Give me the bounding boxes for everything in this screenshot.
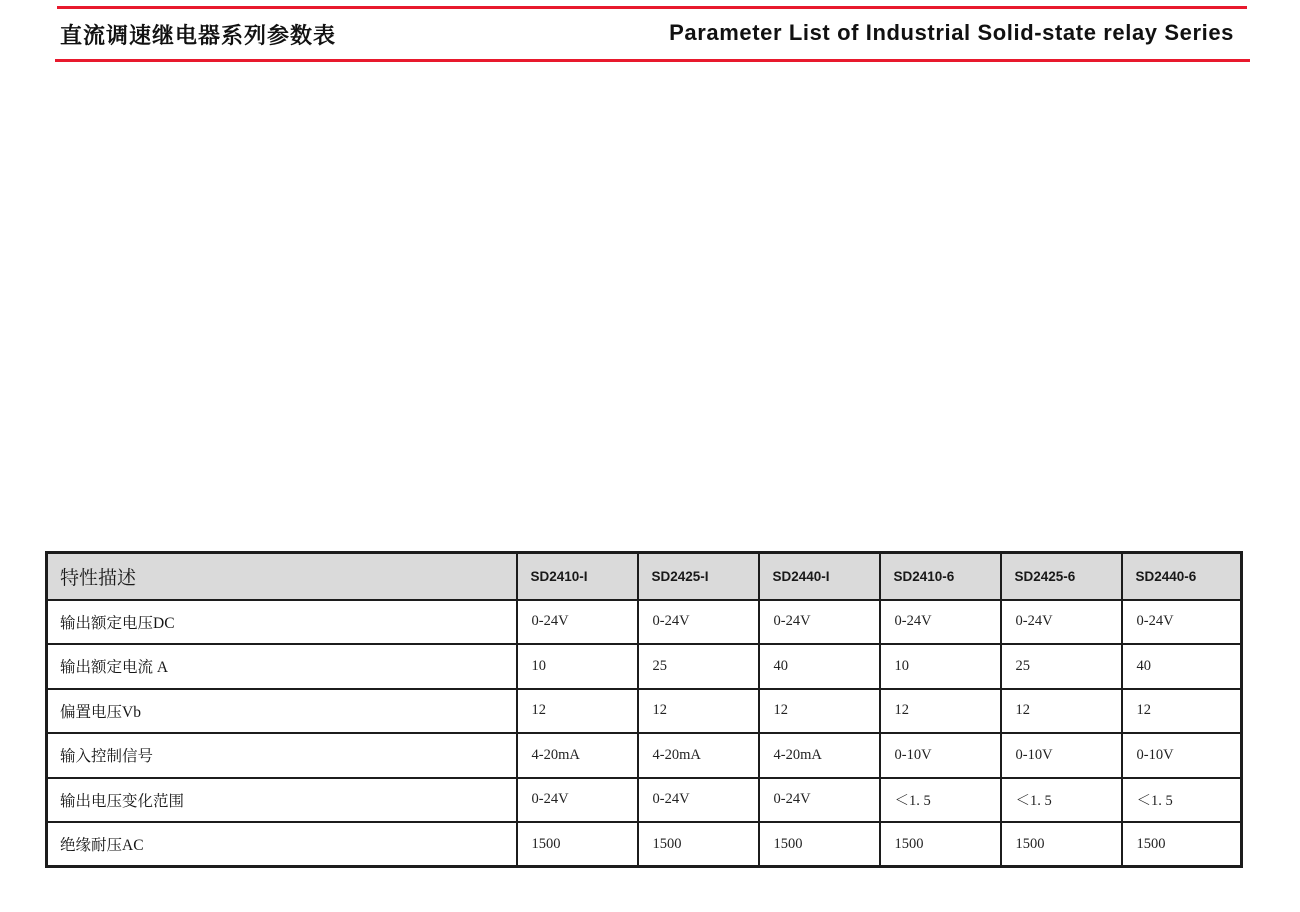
param-label-input-control-signal: 输入控制信号 — [47, 733, 517, 778]
param-value-cell: 12 — [638, 689, 759, 734]
param-value-cell: ＜1. 5 — [880, 778, 1001, 823]
param-value-cell: 0-24V — [517, 600, 638, 645]
param-value-cell: 4-20mA — [638, 733, 759, 778]
param-value-cell: 25 — [638, 644, 759, 689]
table-row — [47, 822, 1242, 867]
param-value-cell: 0-24V — [759, 600, 880, 645]
parameter-table — [45, 551, 1243, 868]
param-value-cell: 1500 — [1001, 822, 1122, 867]
page-title-chinese: 直流调速继电器系列参数表 — [60, 23, 337, 48]
column-header-sd2410-6: SD2410-6 — [880, 553, 1001, 600]
column-header-sd2410-i: SD2410-I — [517, 553, 638, 600]
header-top-rule — [57, 6, 1247, 9]
param-value-cell: 0-24V — [1122, 600, 1242, 645]
param-value-cell: 12 — [880, 689, 1001, 734]
table-header-row — [47, 553, 1242, 600]
table-row — [47, 689, 1242, 734]
param-label-output-rated-current: 输出额定电流 A — [47, 644, 517, 689]
param-value-cell: 0-24V — [638, 778, 759, 823]
param-value-cell: 10 — [880, 644, 1001, 689]
param-value-cell: ＜1. 5 — [1001, 778, 1122, 823]
param-value-cell: 0-24V — [759, 778, 880, 823]
param-value-cell: 25 — [1001, 644, 1122, 689]
param-value-cell: 1500 — [759, 822, 880, 867]
param-label-insulation-withstand: 绝缘耐压AC — [47, 822, 517, 867]
param-value-cell: 0-10V — [1001, 733, 1122, 778]
table-row — [47, 600, 1242, 645]
param-value-cell: 1500 — [880, 822, 1001, 867]
param-value-cell: 12 — [1122, 689, 1242, 734]
column-header-sd2440-6: SD2440-6 — [1122, 553, 1242, 600]
param-value-cell: 40 — [759, 644, 880, 689]
param-value-cell: 0-24V — [638, 600, 759, 645]
param-value-cell: 1500 — [517, 822, 638, 867]
page-title-english: Parameter List of Industrial Solid-state relay Series — [669, 20, 1234, 45]
param-value-cell: 4-20mA — [759, 733, 880, 778]
param-value-cell: 1500 — [1122, 822, 1242, 867]
param-value-cell: 40 — [1122, 644, 1242, 689]
param-value-cell: 0-24V — [1001, 600, 1122, 645]
column-header-sd2425-6: SD2425-6 — [1001, 553, 1122, 600]
header-bottom-rule — [55, 59, 1250, 62]
param-value-cell: 10 — [517, 644, 638, 689]
column-header-feature: 特性描述 — [47, 553, 517, 600]
param-value-cell: 4-20mA — [517, 733, 638, 778]
param-label-bias-voltage: 偏置电压Vb — [47, 689, 517, 734]
param-label-output-rated-voltage: 输出额定电压DC — [47, 600, 517, 645]
param-value-cell: 0-24V — [880, 600, 1001, 645]
param-value-cell: 1500 — [638, 822, 759, 867]
param-value-cell: 12 — [517, 689, 638, 734]
table-row — [47, 733, 1242, 778]
table-row — [47, 778, 1242, 823]
param-value-cell: ＜1. 5 — [1122, 778, 1242, 823]
param-value-cell: 12 — [759, 689, 880, 734]
param-value-cell: 0-10V — [1122, 733, 1242, 778]
column-header-sd2440-i: SD2440-I — [759, 553, 880, 600]
param-label-output-voltage-range: 输出电压变化范围 — [47, 778, 517, 823]
table-row — [47, 644, 1242, 689]
column-header-sd2425-i: SD2425-I — [638, 553, 759, 600]
param-value-cell: 0-10V — [880, 733, 1001, 778]
param-value-cell: 12 — [1001, 689, 1122, 734]
param-value-cell: 0-24V — [517, 778, 638, 823]
